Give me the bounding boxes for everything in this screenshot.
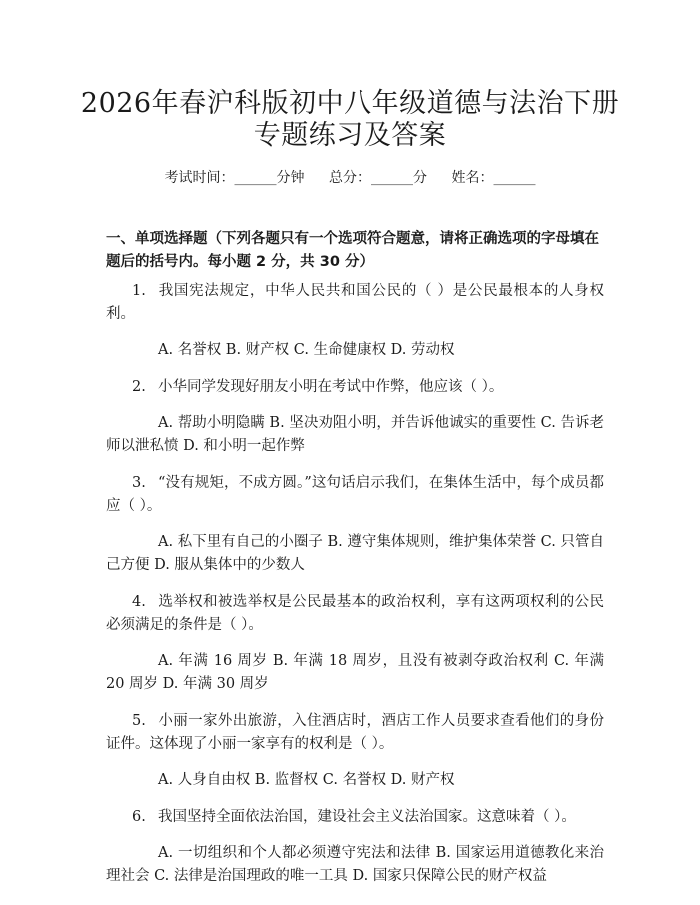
question-list bbox=[106, 280, 604, 902]
question-6 bbox=[106, 806, 604, 829]
question-3-options: A. 私下里有自己的小圈子 B. 遵守集体规则，维护集体荣誉 C. 只管自己方便 D. 服从集体中的少数人 bbox=[106, 534, 604, 573]
question-text: 选举权和被选举权是公民最基本的政治权利，享有这两项权利的公民必须满足的条件是（ ）。 bbox=[106, 594, 604, 633]
question-text: 小丽一家外出旅游，入住酒店时，酒店工作人员要求查看他们的身份证件。这体现了小丽一家享有的权利是（ ）。 bbox=[106, 713, 604, 752]
total-score-field: 总分：______分 bbox=[329, 170, 427, 186]
document-title-line1: 2026年春沪科版初中八年级道德与法治下册 bbox=[80, 88, 620, 119]
question-1 bbox=[106, 280, 604, 326]
exam-info-line bbox=[0, 168, 700, 188]
question-4 bbox=[106, 591, 604, 637]
question-number: 1. bbox=[132, 283, 146, 299]
student-name-field: 姓名：______ bbox=[451, 170, 536, 186]
question-number: 6. bbox=[132, 809, 146, 825]
question-1-options: A. 名誉权 B. 财产权 C. 生命健康权 D. 劳动权 bbox=[158, 342, 455, 358]
question-text: “没有规矩，不成方圆。”这句话启示我们，在集体生活中，每个成员都应（ ）。 bbox=[106, 475, 604, 514]
question-number: 5. bbox=[132, 713, 146, 729]
exam-time-field: 考试时间：______分钟 bbox=[164, 170, 305, 186]
question-number: 3. bbox=[132, 475, 146, 491]
question-3 bbox=[106, 472, 604, 518]
question-text: 小华同学发现好朋友小明在考试中作弊，他应该（ ）。 bbox=[158, 379, 504, 395]
question-text: 我国宪法规定，中华人民共和国公民的（ ）是公民最根本的人身权利。 bbox=[106, 283, 604, 322]
section-heading-single-choice: 一、单项选择题（下列各题只有一个选项符合题意，请将正确选项的字母填在题后的括号内。每小题 2 分，共 30 分） bbox=[106, 231, 599, 270]
question-4-options: A. 年满 16 周岁 B. 年满 18 周岁，且没有被剥夺政治权利 C. 年满 20 周岁 D. 年满 30 周岁 bbox=[106, 653, 604, 692]
question-number: 2. bbox=[132, 379, 146, 395]
question-2 bbox=[106, 376, 604, 399]
document-title-line2: 专题练习及答案 bbox=[253, 120, 447, 151]
question-6-options: A. 一切组织和个人都必须遵守宪法和法律 B. 国家运用道德教化来治理社会 C. 法律是治国理政的唯一工具 D. 国家只保障公民的财产权益 bbox=[106, 845, 604, 884]
question-text: 我国坚持全面依法治国，建设社会主义法治国家。这意味着（ ）。 bbox=[158, 809, 576, 825]
question-5-options: A. 人身自由权 B. 监督权 C. 名誉权 D. 财产权 bbox=[158, 772, 455, 788]
question-2-options: A. 帮助小明隐瞒 B. 坚决劝阻小明，并告诉他诚实的重要性 C. 告诉老师以泄私愤 D. 和小明一起作弊 bbox=[106, 415, 604, 454]
question-number: 4. bbox=[132, 594, 146, 610]
question-5 bbox=[106, 710, 604, 756]
